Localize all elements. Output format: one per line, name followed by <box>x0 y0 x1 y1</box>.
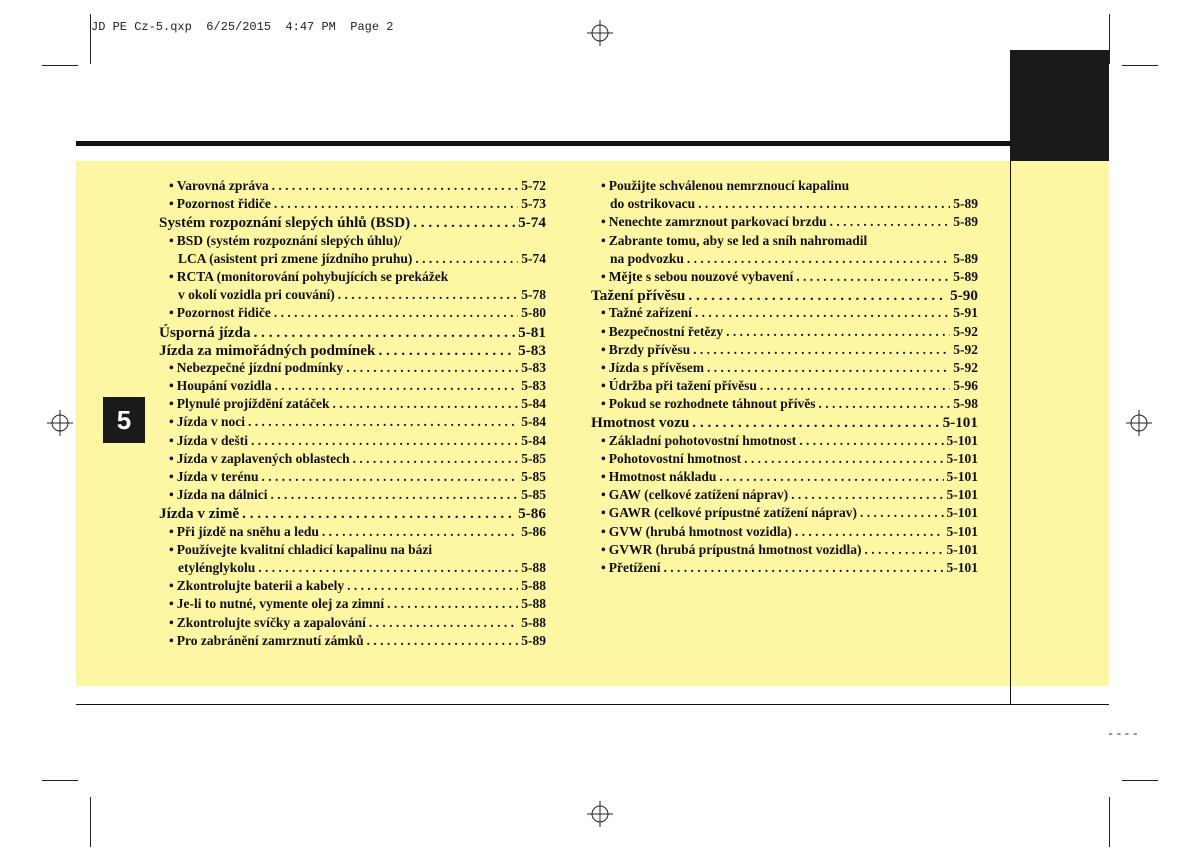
toc-entry[interactable] <box>159 596 546 614</box>
dot-leader <box>692 414 939 432</box>
dot-leader <box>258 560 518 576</box>
toc-entry[interactable] <box>591 269 978 287</box>
toc-entry-label: Houpání vozidla <box>176 378 272 394</box>
bullet-icon: • <box>601 505 606 521</box>
toc-heading[interactable] <box>159 342 546 360</box>
toc-entry[interactable] <box>159 633 546 651</box>
dot-leader <box>254 324 516 342</box>
toc-entry-page: 5-101 <box>946 559 978 575</box>
toc-entry[interactable] <box>591 178 978 196</box>
toc-entry-page: 5-89 <box>953 268 978 284</box>
bullet-icon: • <box>169 196 174 212</box>
toc-entry[interactable] <box>159 360 546 378</box>
toc-entry-label: LCA (asistent pri zmene jízdního pruhu) <box>178 250 413 266</box>
bullet-icon: • <box>601 305 606 321</box>
toc-entry-label: Jízda na dálnici <box>176 487 268 503</box>
toc-entry-page: 5-83 <box>521 378 546 394</box>
dot-leader <box>346 360 518 376</box>
toc-entry-page: 5-88 <box>521 614 546 630</box>
toc-entry-label: Tažné zařízení <box>608 305 692 321</box>
dot-leader <box>415 251 518 267</box>
dot-leader <box>707 360 950 376</box>
bullet-icon: • <box>601 268 606 284</box>
toc-entry-page: 5-101 <box>946 541 978 557</box>
toc-entry[interactable] <box>159 469 546 487</box>
toc-entry-label: Základní pohotovostní hmotnost <box>608 432 797 448</box>
dot-leader <box>251 433 518 449</box>
toc-entry-label: Přetížení <box>608 559 661 575</box>
header-rule <box>76 141 1010 146</box>
dot-leader <box>760 378 950 394</box>
toc-entry-label: Úsporná jízda <box>159 323 251 341</box>
toc-entry-page: 5-85 <box>521 450 546 466</box>
bullet-icon: • <box>601 178 606 193</box>
toc-entry-label: Pozornost řidiče <box>176 196 271 212</box>
dot-leader <box>663 560 943 576</box>
toc-entry[interactable] <box>591 342 978 360</box>
bullet-icon: • <box>169 523 174 539</box>
bullet-icon: • <box>601 214 606 230</box>
registration-mark-icon <box>1126 410 1152 436</box>
dot-leader <box>687 251 950 267</box>
dot-leader <box>272 178 519 194</box>
toc-entry-page: 5-83 <box>518 341 546 359</box>
crop-mark <box>1109 14 1110 64</box>
toc-entry[interactable] <box>591 487 978 505</box>
crop-mark <box>42 65 78 66</box>
dot-leader <box>413 214 515 232</box>
toc-entry-label: Používejte kvalitní chladicí kapalinu na bázi <box>176 541 433 557</box>
toc-entry-page: 5-72 <box>521 178 546 193</box>
toc-entry-label: Brzdy přívěsu <box>608 341 691 357</box>
toc-entry-label: Jízda v dešti <box>176 432 248 448</box>
toc-entry[interactable] <box>159 378 546 396</box>
toc-entry[interactable] <box>591 396 978 414</box>
toc-heading[interactable] <box>591 414 978 432</box>
bullet-icon: • <box>169 432 174 448</box>
toc-entry[interactable] <box>591 469 978 487</box>
dot-leader <box>353 451 519 467</box>
toc-heading[interactable] <box>159 324 546 342</box>
toc-entry-label: do ostrikovacu <box>610 196 696 212</box>
toc-entry-page: 5-101 <box>946 487 978 503</box>
dot-leader <box>347 578 518 594</box>
toc-entry-page: 5-92 <box>953 323 978 339</box>
registration-mark-icon <box>47 410 73 436</box>
toc-entry[interactable] <box>159 414 546 432</box>
dot-leader <box>322 524 518 540</box>
toc-entry[interactable] <box>159 578 546 596</box>
toc-entry[interactable] <box>159 396 546 414</box>
bullet-icon: • <box>169 450 174 466</box>
toc-entry-label: Jízda v zimě <box>159 505 240 523</box>
dot-leader <box>795 524 944 540</box>
toc-entry-label: Bezpečnostní řetězy <box>608 323 724 339</box>
toc-entry[interactable] <box>159 524 546 542</box>
bullet-icon: • <box>601 541 606 557</box>
toc-entry-label: Nenechte zamrznout parkovací brzdu <box>608 214 827 230</box>
toc-entry-page: 5-84 <box>521 432 546 448</box>
bullet-icon: • <box>169 632 174 648</box>
toc-entry-page: 5-90 <box>950 287 978 305</box>
toc-entry-label: Údržba při tažení přívěsu <box>608 378 757 394</box>
page-number: ---- <box>1107 727 1140 741</box>
toc-entry[interactable] <box>159 560 546 578</box>
toc-entry[interactable] <box>591 360 978 378</box>
toc-entry[interactable] <box>591 451 978 469</box>
toc-entry[interactable] <box>159 233 546 251</box>
toc-entry-page: 5-86 <box>521 523 546 539</box>
dot-leader <box>726 324 950 340</box>
margin-rule <box>1010 161 1011 705</box>
toc-entry[interactable] <box>591 233 978 251</box>
toc-entry-label: GVWR (hrubá prípustná hmotnost vozidla) <box>608 541 862 557</box>
toc-entry-label: Jízda v terénu <box>176 469 259 484</box>
toc-heading[interactable] <box>159 214 546 232</box>
toc-entry-label: Varovná zpráva <box>176 178 269 193</box>
toc-entry[interactable] <box>159 178 546 196</box>
crop-mark <box>90 14 91 64</box>
bullet-icon: • <box>169 487 174 503</box>
bullet-icon: • <box>169 578 174 594</box>
toc-entry[interactable] <box>591 505 978 523</box>
dot-leader <box>799 433 943 449</box>
dot-leader <box>369 615 518 631</box>
bullet-icon: • <box>601 487 606 503</box>
toc-entry-label: Je-li to nutné, vymente olej za zimní <box>176 596 385 612</box>
toc-entry-page: 5-88 <box>521 596 546 612</box>
dot-leader <box>378 342 515 360</box>
bullet-icon: • <box>601 559 606 575</box>
bullet-icon: • <box>601 341 606 357</box>
dot-leader <box>274 196 518 212</box>
toc-entry[interactable] <box>591 433 978 451</box>
dot-leader <box>275 378 519 394</box>
dot-leader <box>860 505 944 521</box>
toc-entry-label: Nebezpečné jízdní podmínky <box>176 359 344 375</box>
toc-entry-page: 5-80 <box>521 305 546 321</box>
toc-entry-label: v okolí vozidla pri couvání) <box>178 287 335 303</box>
toc-entry-page: 5-92 <box>953 359 978 375</box>
toc-entry-label: Tažení přívěsu <box>591 287 686 305</box>
toc-entry-page: 5-85 <box>521 469 546 484</box>
toc-entry[interactable] <box>159 269 546 287</box>
toc-entry-page: 5-83 <box>521 359 546 375</box>
toc-entry-label: BSD (systém rozpoznání slepých úhlu)/ <box>176 232 402 248</box>
toc-entry[interactable] <box>591 542 978 560</box>
toc-entry-label: Hmotnost nákladu <box>608 469 717 484</box>
dot-leader <box>796 269 950 285</box>
toc-entry-page: 5-84 <box>521 396 546 412</box>
bullet-icon: • <box>169 414 174 430</box>
toc-heading[interactable] <box>159 505 546 523</box>
dot-leader <box>261 469 518 485</box>
registration-mark-icon <box>587 20 613 46</box>
toc-entry-page: 5-73 <box>521 196 546 212</box>
toc-entry[interactable] <box>591 324 978 342</box>
toc-entry-label: RCTA (monitorování pohybujících se prekážek <box>176 268 449 284</box>
crop-mark <box>90 797 91 847</box>
toc-entry-label: Použijte schválenou nemrznoucí kapalinu <box>608 178 850 193</box>
toc-entry[interactable] <box>159 305 546 323</box>
corner-black-tab <box>1010 50 1109 161</box>
toc-entry-label: Plynulé projíždění zatáček <box>176 396 330 412</box>
dot-leader <box>248 414 518 430</box>
dot-leader <box>719 469 943 485</box>
bullet-icon: • <box>601 523 606 539</box>
dot-leader <box>367 633 519 649</box>
crop-mark <box>42 780 78 781</box>
toc-entry-page: 5-96 <box>953 378 978 394</box>
bullet-icon: • <box>169 305 174 321</box>
toc-entry-page: 5-78 <box>521 287 546 303</box>
toc-entry-page: 5-92 <box>953 341 978 357</box>
bullet-icon: • <box>601 396 606 412</box>
toc-entry-label: Pohotovostní hmotnost <box>608 450 742 466</box>
toc-entry-label: Zkontrolujte svíčky a zapalování <box>176 614 366 630</box>
toc-entry-label: Jízda v noci <box>176 414 245 430</box>
dot-leader <box>819 396 951 412</box>
bullet-icon: • <box>601 232 606 248</box>
dot-leader <box>688 287 947 305</box>
crop-mark <box>1109 797 1110 847</box>
toc-entry-label: Jízda s přívěsem <box>608 359 704 375</box>
bullet-icon: • <box>169 396 174 412</box>
bullet-icon: • <box>601 469 606 484</box>
toc-entry-label: Jízda v zaplavených oblastech <box>176 450 350 466</box>
toc-entry[interactable] <box>591 524 978 542</box>
toc-entry-label: Zabrante tomu, aby se led a sníh nahromadil <box>608 232 868 248</box>
toc-entry-page: 5-101 <box>946 523 978 539</box>
dot-leader <box>695 305 950 321</box>
bullet-icon: • <box>601 359 606 375</box>
bullet-icon: • <box>169 178 174 193</box>
toc-entry-label: GAW (celkové zatížení náprav) <box>608 487 789 503</box>
toc-entry-page: 5-101 <box>946 505 978 521</box>
toc-entry-page: 5-89 <box>953 214 978 230</box>
bullet-icon: • <box>169 614 174 630</box>
toc-entry-page: 5-91 <box>953 305 978 321</box>
toc-entry-page: 5-74 <box>521 250 546 266</box>
printer-slug: JD PE Cz-5.qxp 6/25/2015 4:47 PM Page 2 <box>91 20 394 34</box>
toc-entry[interactable] <box>159 615 546 633</box>
bullet-icon: • <box>169 469 174 484</box>
toc-entry[interactable] <box>159 251 546 269</box>
toc-entry-page: 5-98 <box>953 396 978 412</box>
registration-mark-icon <box>587 801 613 827</box>
bullet-icon: • <box>601 323 606 339</box>
dot-leader <box>693 342 950 358</box>
bullet-icon: • <box>601 378 606 394</box>
toc-entry-label: etylénglykolu <box>178 559 256 575</box>
toc-entry[interactable] <box>159 487 546 505</box>
toc-left-column <box>159 178 546 651</box>
dot-leader <box>865 542 944 558</box>
toc-entry-label: Pozornost řidiče <box>176 305 271 321</box>
bullet-icon: • <box>169 541 174 557</box>
toc-entry-label: Systém rozpoznání slepých úhlů (BSD) <box>159 214 411 232</box>
toc-entry-label: Zkontrolujte baterii a kabely <box>176 578 345 594</box>
bullet-icon: • <box>601 450 606 466</box>
dot-leader <box>744 451 943 467</box>
bullet-icon: • <box>169 359 174 375</box>
toc-entry-label: na podvozku <box>610 250 684 266</box>
toc-entry-page: 5-74 <box>518 214 546 232</box>
toc-entry-page: 5-81 <box>518 323 546 341</box>
toc-entry-page: 5-101 <box>946 432 978 448</box>
toc-entry[interactable] <box>591 251 978 269</box>
toc-entry-page: 5-86 <box>518 505 546 523</box>
toc-entry[interactable] <box>591 305 978 323</box>
toc-entry-page: 5-89 <box>953 250 978 266</box>
toc-entry-label: Jízda za mimořádných podmínek <box>159 341 376 359</box>
toc-entry-page: 5-101 <box>946 450 978 466</box>
dot-leader <box>387 596 518 612</box>
dot-leader <box>338 287 518 303</box>
toc-entry-page: 5-89 <box>953 196 978 212</box>
toc-entry-label: GVW (hrubá hmotnost vozidla) <box>608 523 792 539</box>
bullet-icon: • <box>169 268 174 284</box>
toc-entry[interactable] <box>591 560 978 578</box>
dot-leader <box>698 196 950 212</box>
crop-mark <box>1122 65 1158 66</box>
toc-entry[interactable] <box>159 196 546 214</box>
toc-entry-page: 5-84 <box>521 414 546 430</box>
toc-entry-page: 5-88 <box>521 578 546 594</box>
toc-entry[interactable] <box>159 542 546 560</box>
bullet-icon: • <box>601 432 606 448</box>
toc-entry-page: 5-101 <box>942 414 978 432</box>
bullet-icon: • <box>169 596 174 612</box>
toc-entry-page: 5-85 <box>521 487 546 503</box>
footer-rule <box>76 704 1109 705</box>
toc-entry[interactable] <box>591 378 978 396</box>
toc-entry-label: Mějte s sebou nouzové vybavení <box>608 268 794 284</box>
dot-leader <box>274 305 518 321</box>
dot-leader <box>271 487 519 503</box>
toc-entry-label: Pro zabránění zamrznutí zámků <box>176 632 364 648</box>
dot-leader <box>830 214 951 230</box>
toc-entry[interactable] <box>159 287 546 305</box>
crop-mark <box>1122 780 1158 781</box>
toc-entry-page: 5-101 <box>946 469 978 484</box>
chapter-tab: 5 <box>103 397 145 443</box>
toc-entry-page: 5-89 <box>521 632 546 648</box>
toc-entry[interactable] <box>159 451 546 469</box>
toc-entry-label: Při jízdě na sněhu a ledu <box>176 523 319 539</box>
toc-entry-label: Hmotnost vozu <box>591 414 690 432</box>
dot-leader <box>242 505 515 523</box>
toc-entry[interactable] <box>591 214 978 232</box>
toc-entry-page: 5-88 <box>521 559 546 575</box>
toc-entry[interactable] <box>159 433 546 451</box>
bullet-icon: • <box>169 232 174 248</box>
toc-right-column <box>591 178 978 578</box>
toc-entry[interactable] <box>591 196 978 214</box>
toc-entry-label: GAWR (celkové prípustné zatížení náprav) <box>608 505 857 521</box>
toc-heading[interactable] <box>591 287 978 305</box>
bullet-icon: • <box>169 378 174 394</box>
dot-leader <box>791 487 943 503</box>
toc-entry-label: Pokud se rozhodnete táhnout přívěs <box>608 396 816 412</box>
dot-leader <box>332 396 518 412</box>
